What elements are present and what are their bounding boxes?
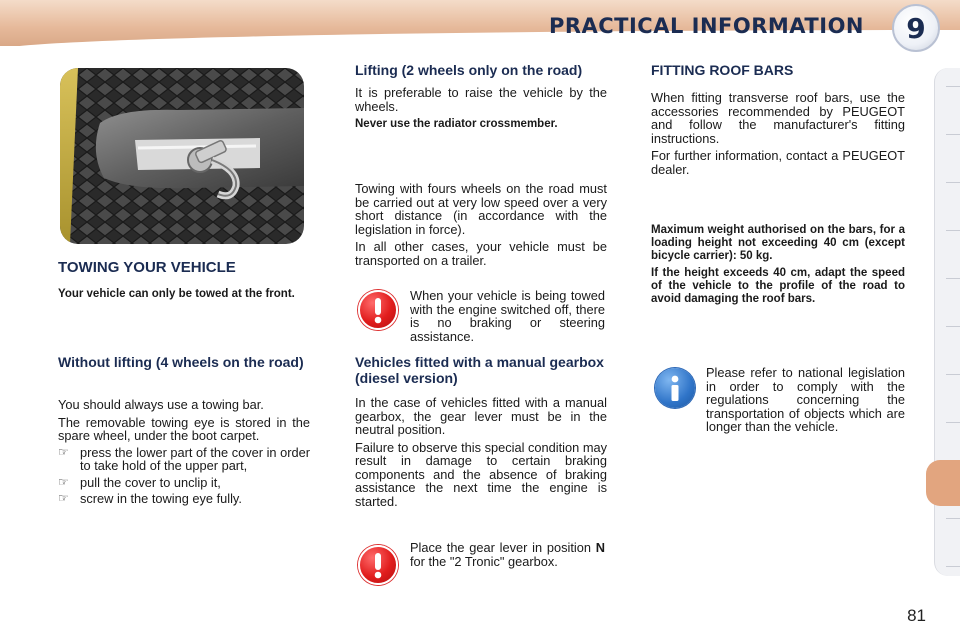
warning-icon — [358, 545, 398, 585]
page-header — [0, 0, 960, 52]
radiator-warning-text: Never use the radiator crossmember. — [355, 118, 558, 130]
list-item — [58, 446, 310, 473]
gear-lever-warning — [410, 541, 605, 568]
towing-note-block — [58, 288, 310, 301]
tab-divider — [946, 278, 960, 279]
info-icon — [655, 368, 695, 408]
info-note — [706, 366, 905, 434]
section-towing-heading — [58, 259, 310, 276]
towing-eye-illustration — [60, 68, 304, 244]
gear-lever-text-end: for the "2 Tronic" gearbox. — [410, 553, 558, 569]
tab-divider — [946, 230, 960, 231]
gear-position-n: N — [595, 540, 605, 555]
lifting-heading: Lifting (2 wheels only on the road) — [355, 62, 583, 78]
chapter-badge: 9 — [892, 4, 940, 52]
gear-lever-warning-text — [410, 541, 605, 568]
list-item — [58, 492, 310, 506]
lifting-text: It is preferable to raise the vehicle by the wheels. — [355, 85, 607, 114]
without-lifting-heading: Without lifting (4 wheels on the road) — [58, 354, 304, 370]
page-number: 81 — [907, 606, 926, 625]
dealer-contact-text: For further information, contact a PEUGEOT dealer. — [651, 148, 905, 177]
towing-bar-text: You should always use a towing bar. — [58, 397, 264, 412]
tab-divider — [946, 182, 960, 183]
height-speed-text: If the height exceeds 40 cm, adapt the speed of the vehicle to the profile of the road to avoid damaging the roof bars. — [651, 267, 905, 305]
roof-bars-block — [651, 62, 905, 176]
towing-heading: TOWING YOUR VEHICLE — [58, 259, 236, 276]
towing-eye-storage-text: The removable towing eye is stored in the spare wheel, under the boot carpet. — [58, 414, 310, 443]
neutral-position-text: In the case of vehicles fitted with a manual gearbox, the gear lever must be in the neutral position. — [355, 395, 607, 437]
list-item — [58, 476, 310, 490]
without-lifting-block — [58, 354, 310, 370]
braking-damage-text: Failure to observe this special condition may result in damage to certain braking components and the absence of braking assistance the next time the engine is started. — [355, 439, 607, 509]
roof-bars-text: When fitting transverse roof bars, use the accessories recommended by PEUGEOT and follow the manufacturer's fitting instructions. — [651, 90, 905, 146]
page-title: PRACTICAL INFORMATION — [548, 14, 864, 38]
hand-pointer-icon: ☞ — [58, 474, 69, 489]
tab-divider — [946, 518, 960, 519]
legislation-info-text: Please refer to national legislation in order to comply with the regulations concerning the transportation of objects which are longer than the vehicle. — [706, 365, 905, 434]
four-wheels-block — [355, 182, 607, 267]
towing-eye-photo — [60, 68, 304, 244]
engine-off-warning-text: When your vehicle is being towed with the engine switched off, there is no braking or steering assistance. — [410, 288, 605, 344]
roof-load-block — [651, 224, 905, 306]
tab-divider — [946, 134, 960, 135]
four-wheels-text: Towing with fours wheels on the road must be carried out at very low speed over a very short distance (in accordance with the legislation in force). — [355, 181, 607, 237]
without-lifting-text — [58, 398, 310, 506]
tab-divider — [946, 374, 960, 375]
bullet-text: pull the cover to unclip it, — [80, 474, 221, 490]
roof-bars-heading: FITTING ROOF BARS — [651, 62, 794, 78]
towing-front-note: Your vehicle can only be towed at the front. — [58, 288, 295, 300]
hand-pointer-icon: ☞ — [58, 491, 69, 505]
tab-divider — [946, 86, 960, 87]
bullet-text: screw in the towing eye fully. — [80, 491, 242, 506]
max-weight-text: Maximum weight authorised on the bars, for a loading height not exceeding 40 cm (except bicycle carrier): 50 kg. — [651, 224, 905, 262]
trailer-text: In all other cases, your vehicle must be transported on a trailer. — [355, 239, 607, 268]
tab-divider — [946, 566, 960, 567]
manual-gearbox-block — [355, 354, 607, 508]
warning-icon — [358, 290, 398, 330]
lifting-block — [355, 62, 607, 131]
bullet-text: press the lower part of the cover in order to take hold of the upper part, — [80, 444, 310, 473]
engine-off-warning — [410, 289, 605, 343]
manual-gearbox-heading: Vehicles fitted with a manual gearbox (diesel version) — [355, 354, 604, 386]
chapter-tab-active[interactable] — [926, 460, 960, 506]
gear-lever-text-start: Place the gear lever in position — [410, 540, 596, 555]
tab-divider — [946, 422, 960, 423]
hand-pointer-icon: ☞ — [58, 444, 69, 459]
tab-divider — [946, 326, 960, 327]
